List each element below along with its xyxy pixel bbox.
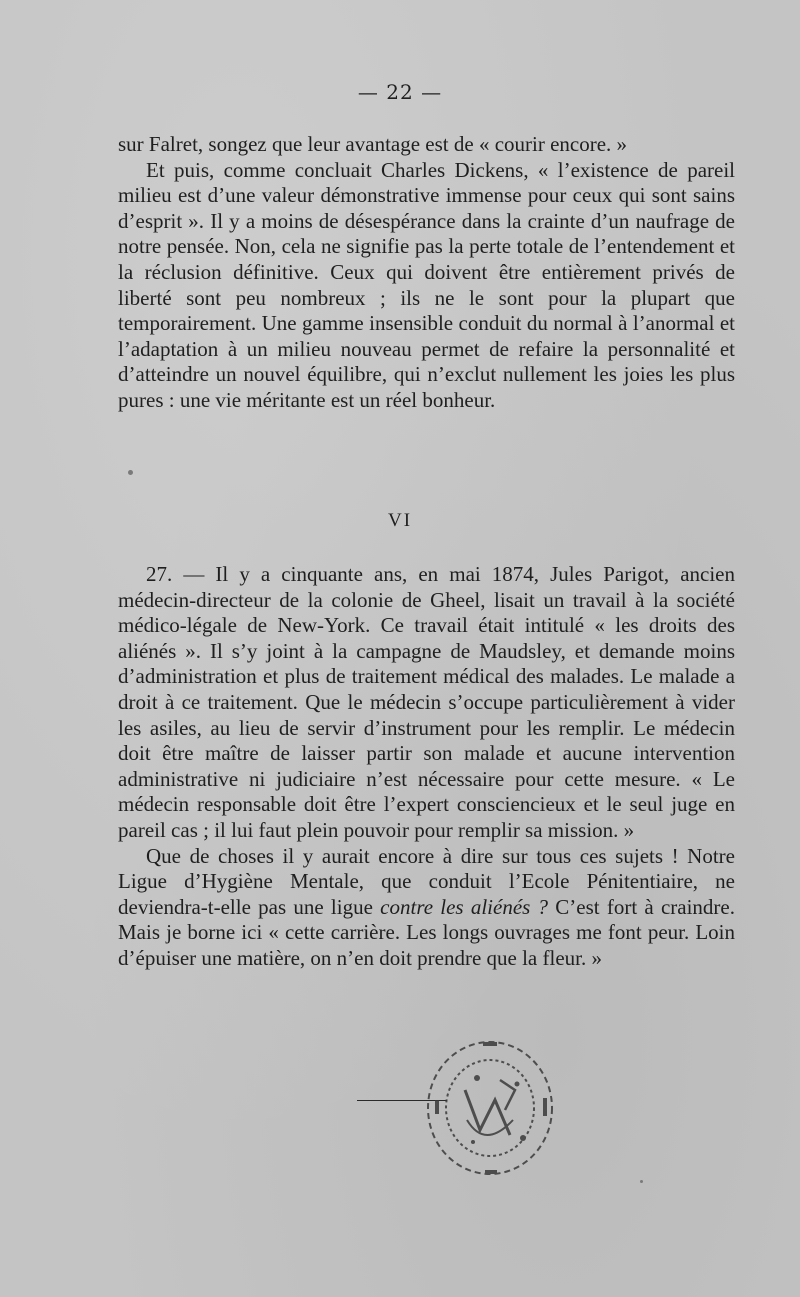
paragraph-text: Que de choses il y aurait encore à dire sur tous ces sujets ! Notre Ligue d’Hygiène Mentale, que conduit l’Ecole Pénitentiaire, ne deviendra-t-elle pas une ligue (118, 843, 735, 919)
text-block-bottom (118, 562, 735, 972)
paragraph-text: C’est fort à craindre. Mais je borne ici « cette carrière. Les longs ouvrages me font peur. Loin d’épuiser une matière, on n’en doit prendre que la fleur. » (118, 894, 735, 970)
paragraph: 27. — Il y a cinquante ans, en mai 1874, Jules Parigot, ancien médecin-directeur de la colonie de Gheel, lisait un travail à la société médico-légale de New-York. Ce travail était intitulé « les droits des aliénés ». Il s’y joint à la campagne de Maudsley, et demande moins d’administration et plus de traitement médical des malades. Le malade a droit à ce traitement. Que le médecin s’occupe particulièrement à vider les asiles, au lieu de servir d’instrument pour les remplir. Le médecin doit être maître de laisser partir son malade et aucune intervention administrative ni judiciaire n’est nécessaire pour cette mesure. « Le médecin responsable doit être l’expert consciencieux et le seul juge en pareil cas ; il lui faut plein pouvoir pour remplir sa mission. » (118, 562, 735, 842)
paragraph: Et puis, comme concluait Charles Dickens, « l’existence de pareil milieu est d’une valeur démonstrative immense pour ceux qui sont sains d’esprit ». Il y a moins de désespérance dans la crainte d’un naufrage de notre pensée. Non, cela ne signifie pas la perte totale de l’entendement et la réclusion définitive. Ceux qui doivent être entièrement privés de liberté sont peu nombreux ; ils ne le sont pour la plupart que temporairement. Une gamme insensible conduit du normal à l’anormal et l’adaptation à un milieu nouveau permet de refaire la personnalité et d’atteindre un nouvel équilibre, qui n’exclut nullement les joies les plus pures : une vie méritante est un réel bonheur. (118, 157, 735, 412)
paragraph: sur Falret, songez que leur avantage est de « courir encore. » (118, 132, 628, 156)
paper-speck (640, 1180, 643, 1183)
library-stamp-icon (405, 1020, 580, 1195)
italic-phrase: contre les aliénés ? (380, 894, 549, 919)
paragraph (118, 844, 735, 972)
paper-speck (128, 470, 133, 475)
page-number: — 22 — (357, 80, 443, 104)
text-block-top (118, 132, 735, 414)
section-heading: VI (387, 510, 413, 531)
